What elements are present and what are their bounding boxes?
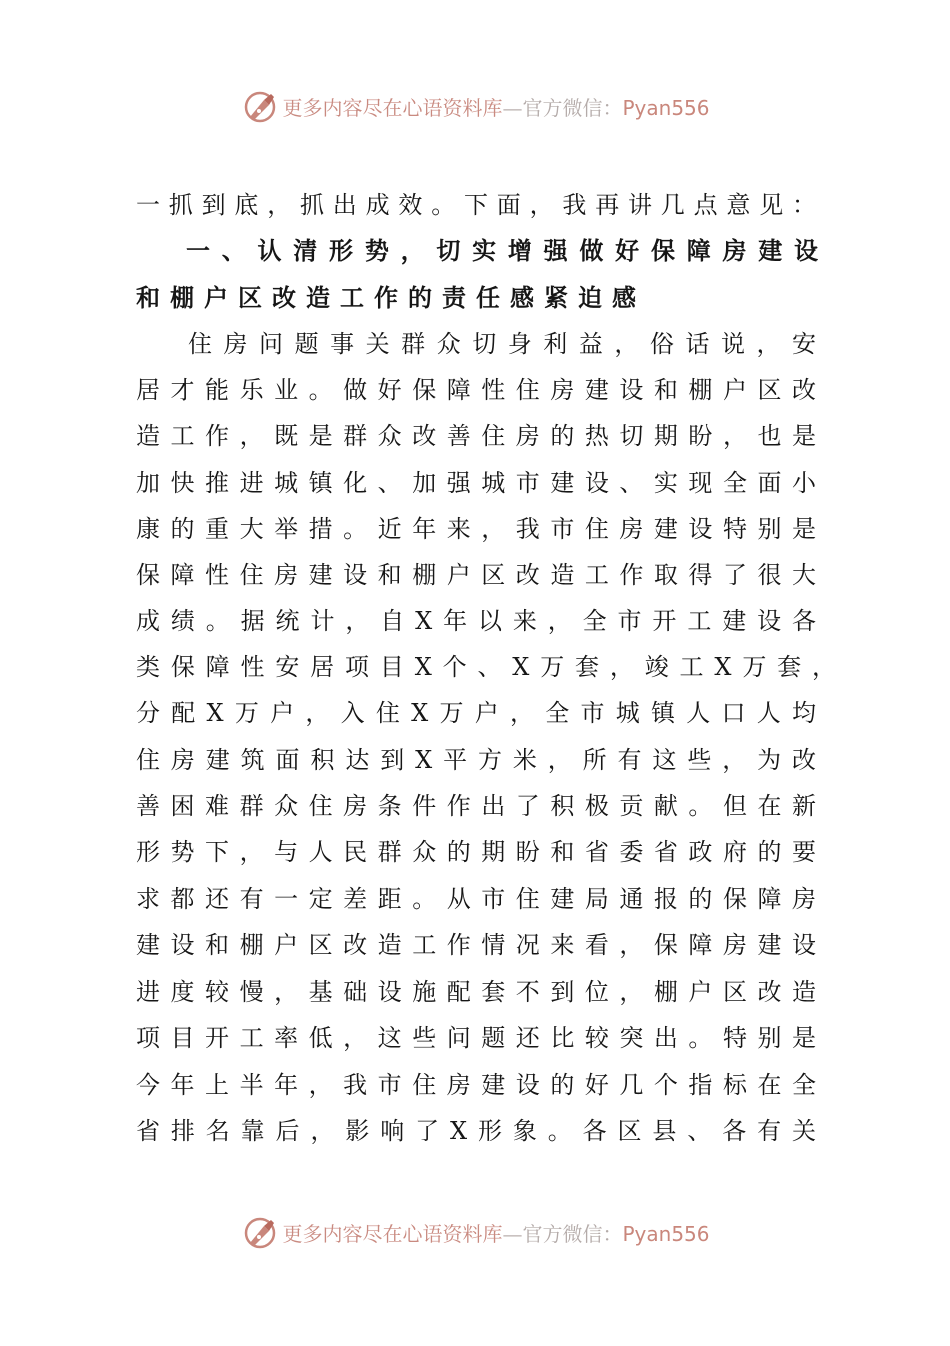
body-line: 进度较慢，基础设施配套不到位，棚户区改造 [136,978,816,1006]
watermark-id: Pyan556 [622,95,710,120]
body-line: 住房建筑面积达到X平方米，所有这些，为改 [136,746,816,774]
body-line: 形势下，与人民群众的期盼和省委省政府的要 [136,838,816,866]
body-line: 今年上半年，我市住房建设的好几个指标在全 [136,1071,816,1099]
watermark-id: Pyan556 [622,1221,710,1246]
watermark-brand: 更多内容尽在心语资料库 [282,95,503,120]
body-line: 居才能乐业。做好保障性住房建设和棚户区改 [136,376,816,404]
body-line: 建设和棚户区改造工作情况来看，保障房建设 [136,931,816,959]
body-line: 成绩。据统计，自X年以来，全市开工建设各 [136,607,816,635]
header-watermark [0,84,950,128]
watermark-dash: — [502,95,523,120]
watermark-text [282,1218,709,1247]
body-line: 造工作，既是群众改善住房的热切期盼，也是 [136,422,816,450]
watermark-label: 官方微信： [522,1221,623,1246]
watermark-dash: — [502,1221,523,1246]
body-line: 保障性住房建设和棚户区改造工作取得了很大 [136,561,816,589]
body-line: 康的重大举措。近年来，我市住房建设特别是 [136,515,816,543]
section-heading-line: 和棚户区改造工作的责任感紧迫感 [136,284,646,312]
body-line: 类保障性安居项目X个、X万套，竣工X万套， [136,653,836,681]
body-line: 求都还有一定差距。从市住建局通报的保障房 [136,885,816,913]
body-line: 项目开工率低，这些问题还比较突出。特别是 [136,1024,816,1052]
body-line: 住房问题事关群众切身利益，俗话说，安 [188,330,816,358]
watermark-text [282,92,709,121]
section-heading-line: 一、认清形势，切实增强做好保障房建设 [186,237,818,265]
body-line: 善困难群众住房条件作出了积极贡献。但在新 [136,792,816,820]
body-line: 省排名靠后，影响了X形象。各区县、各有关 [136,1117,816,1145]
body-line: 一抓到底，抓出成效。下面，我再讲几点意见： [136,191,816,219]
pen-nib-logo-icon [240,86,280,126]
body-line: 分配X万户，入住X万户，全市城镇人口人均 [136,699,816,727]
pen-nib-logo-icon [240,1212,280,1252]
body-line: 加快推进城镇化、加强城市建设、实现全面小 [136,469,816,497]
watermark-brand: 更多内容尽在心语资料库 [282,1221,503,1246]
watermark-label: 官方微信： [522,95,623,120]
footer-watermark [0,1210,950,1254]
